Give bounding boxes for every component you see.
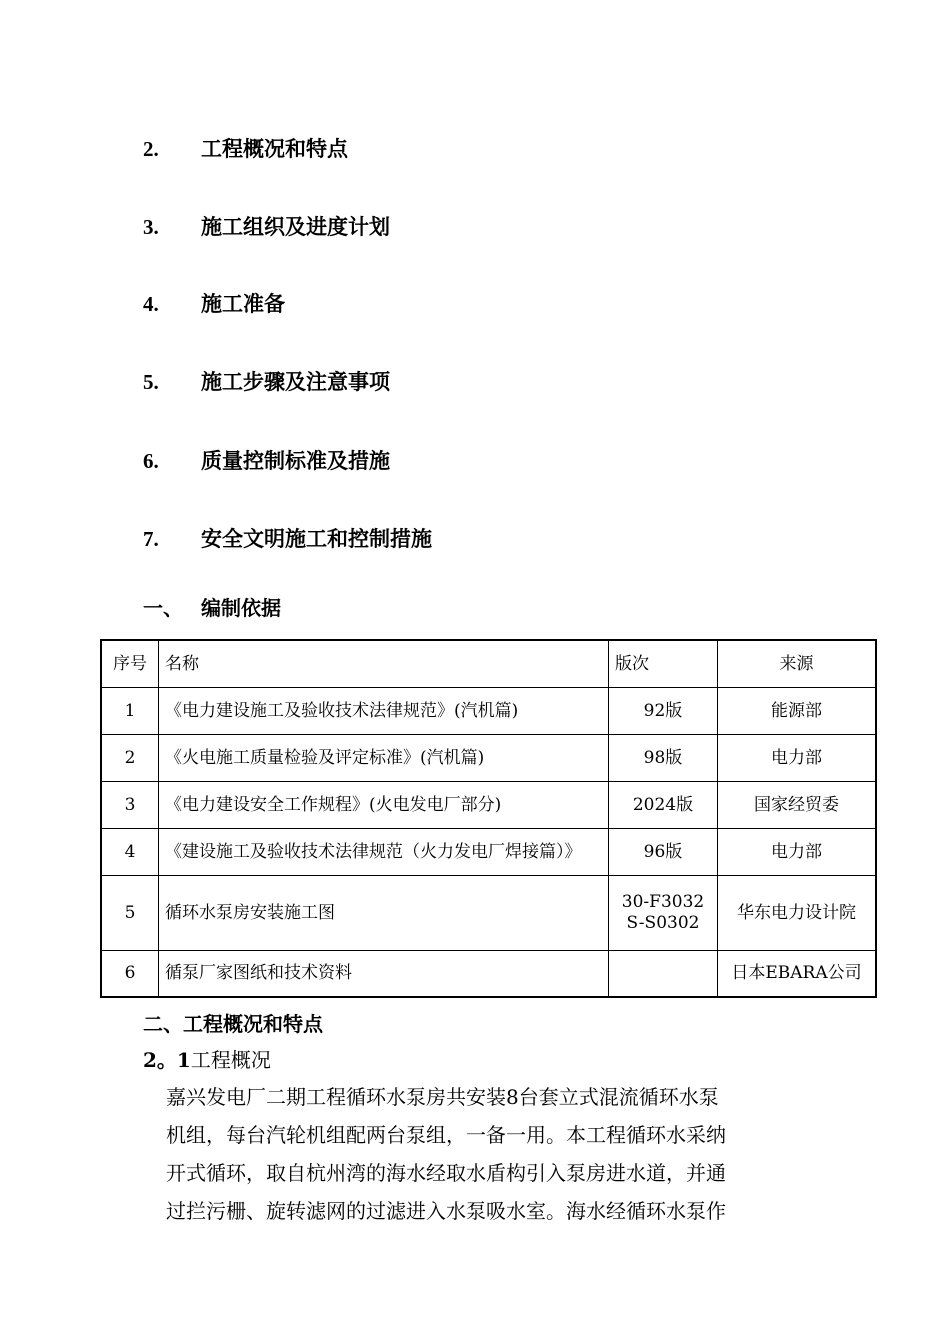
toc-item-3: 3. 施工组织及进度计划 — [143, 214, 390, 239]
header-cell-no: 序号 — [101, 640, 159, 688]
cell-name: 《电力建设安全工作规程》(火电发电厂部分) — [159, 782, 609, 829]
header-cell-source: 来源 — [718, 640, 877, 688]
table-row — [101, 688, 876, 735]
header-cell-version: 版次 — [609, 640, 718, 688]
cell-source: 电力部 — [718, 735, 877, 782]
toc-title: 施工组织及进度计划 — [201, 214, 390, 239]
cell-source: 日本EBARA公司 — [718, 951, 877, 998]
toc-title: 施工步骤及注意事项 — [201, 369, 390, 394]
subsection-heading: 2。1工程概况 — [143, 1048, 271, 1072]
toc-title: 工程概况和特点 — [201, 136, 348, 161]
cell-no: 6 — [101, 951, 159, 998]
cell-version: 2024版 — [609, 782, 718, 829]
table-row — [101, 951, 876, 998]
cell-no: 2 — [101, 735, 159, 782]
toc-item-5: 5. 施工步骤及注意事项 — [143, 369, 390, 394]
cell-source: 电力部 — [718, 829, 877, 876]
paragraph-line: 嘉兴发电厂二期工程循环水泵房共安装8台套立式混流循环水泵 — [166, 1085, 719, 1109]
toc-item-2: 2. 工程概况和特点 — [143, 136, 348, 161]
cell-name: 《火电施工质量检验及评定标准》(汽机篇) — [159, 735, 609, 782]
header-cell-name: 名称 — [159, 640, 609, 688]
cell-name: 《建设施工及验收技术法律规范（火力发电厂焊接篇）》 — [159, 829, 609, 876]
toc-title: 安全文明施工和控制措施 — [201, 526, 432, 551]
table-header-row — [101, 640, 876, 688]
table-row — [101, 782, 876, 829]
cell-version: 92版 — [609, 688, 718, 735]
paragraph-line: 过拦污栅、旋转滤网的过滤进入水泵吸水室。海水经循环水泵作 — [166, 1199, 726, 1223]
paragraph-line: 机组，每台汽轮机组配两台泵组，一备一用。本工程循环水采纳 — [166, 1123, 726, 1147]
cell-version: 30-F3032S-S0302 — [609, 876, 718, 951]
cell-name: 循环水泵房安装施工图 — [159, 876, 609, 951]
toc-item-7: 7. 安全文明施工和控制措施 — [143, 526, 432, 551]
section-heading-basis: 一、 编制依据 — [143, 596, 281, 620]
cell-source: 能源部 — [718, 688, 877, 735]
toc-item-4: 4. 施工准备 — [143, 291, 285, 316]
cell-version: 96版 — [609, 829, 718, 876]
toc-title: 质量控制标准及措施 — [201, 448, 390, 473]
table-row — [101, 735, 876, 782]
section-heading-overview: 二、工程概况和特点 — [143, 1012, 323, 1036]
cell-version: 98版 — [609, 735, 718, 782]
cell-no: 1 — [101, 688, 159, 735]
cell-source: 华东电力设计院 — [718, 876, 877, 951]
toc-title: 施工准备 — [201, 291, 285, 316]
cell-no: 3 — [101, 782, 159, 829]
cell-version — [609, 951, 718, 998]
cell-no: 5 — [101, 876, 159, 951]
cell-name: 《电力建设施工及验收技术法律规范》(汽机篇) — [159, 688, 609, 735]
cell-source: 国家经贸委 — [718, 782, 877, 829]
toc-item-6: 6. 质量控制标准及措施 — [143, 448, 390, 473]
overview-paragraph — [166, 1078, 816, 1230]
cell-name: 循泵厂家图纸和技术资料 — [159, 951, 609, 998]
table-row — [101, 829, 876, 876]
paragraph-line: 开式循环，取自杭州湾的海水经取水盾构引入泵房进水道，并通 — [166, 1161, 726, 1185]
cell-no: 4 — [101, 829, 159, 876]
basis-table — [100, 639, 877, 998]
table-row — [101, 876, 876, 951]
